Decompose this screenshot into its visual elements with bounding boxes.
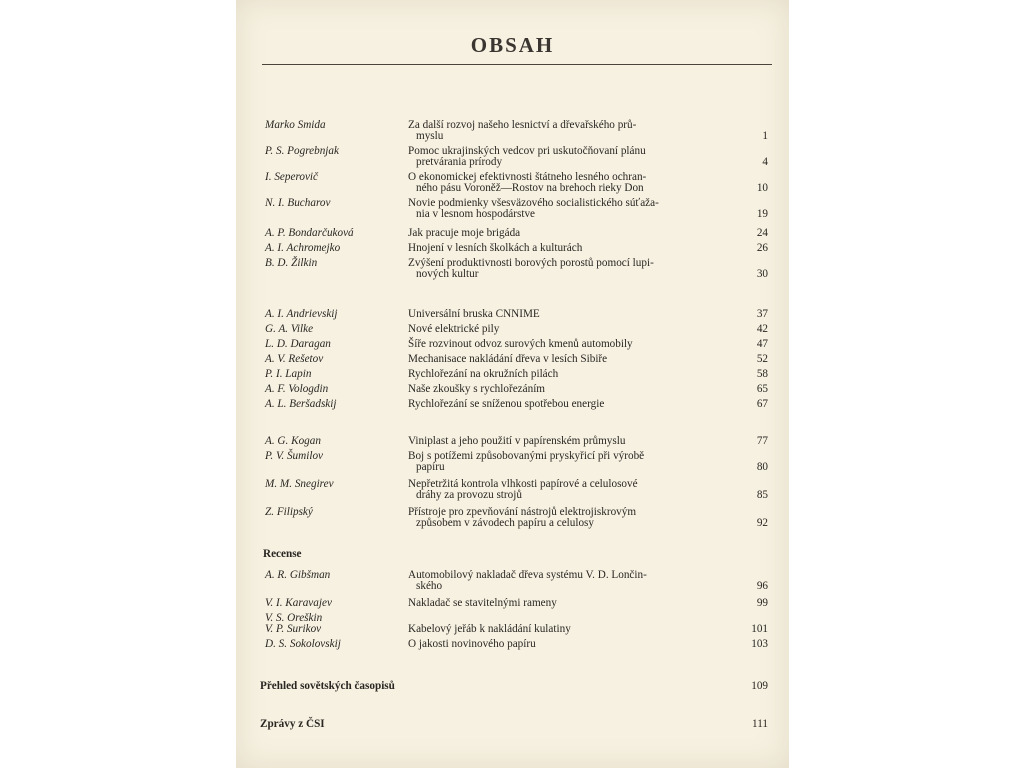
- toc-title-line: Nové elektrické pily: [408, 323, 500, 335]
- toc-title-line: pretvárania prírody: [416, 156, 503, 168]
- toc-title-line: dráhy za provozu strojů: [416, 489, 522, 501]
- toc-title: [408, 324, 734, 335]
- toc-author: P. S. Pogrebnjak: [265, 145, 339, 157]
- toc-author: D. S. Sokolovskij: [265, 638, 341, 650]
- toc-page-number: 67: [756, 398, 768, 410]
- toc-title-line: Rychlořezání na okružních pilách: [408, 368, 559, 380]
- toc-title: [408, 451, 734, 473]
- toc-author: Marko Smida: [265, 119, 326, 131]
- toc-title-line: Viniplast a jeho použití v papírenském průmyslu: [408, 435, 626, 447]
- toc-title: [408, 479, 734, 501]
- toc-title-line: Automobilový nakladač dřeva systému V. D. Lončin-: [408, 569, 647, 581]
- toc-author: V. P. Surikov: [265, 623, 322, 635]
- toc-title-line: způsobem v závodech papíru a celulosy: [416, 517, 595, 529]
- prehled-page: 109: [751, 680, 768, 692]
- toc-author: P. I. Lapin: [265, 368, 312, 380]
- toc-page-number: 10: [756, 182, 768, 194]
- toc-author: A. I. Achromejko: [265, 242, 341, 254]
- toc-title: [408, 369, 734, 380]
- toc-page-number: 26: [756, 242, 768, 254]
- toc-page-number: 96: [756, 580, 768, 592]
- toc-title: [408, 624, 734, 635]
- toc-author: L. D. Daragan: [265, 338, 331, 350]
- toc-title: [408, 598, 734, 609]
- toc-title: [408, 198, 734, 220]
- toc-title-line: Nakladač se stavitelnými rameny: [408, 597, 557, 609]
- toc-author: B. D. Žilkin: [265, 257, 318, 269]
- toc-title-line: Mechanisace nakládání dřeva v lesích Sibiře: [408, 353, 608, 365]
- toc-title: [408, 243, 734, 254]
- toc-title-line: ského: [416, 580, 443, 592]
- toc-title-line: Jak pracuje moje brigáda: [408, 227, 521, 239]
- toc-page-number: 30: [756, 268, 768, 280]
- toc-title-line: Přístroje pro zpevňování nástrojů elektrojiskrovým: [408, 506, 637, 518]
- toc-author: A. I. Andrievskij: [265, 308, 338, 320]
- toc-title: [408, 639, 734, 650]
- toc-title: [408, 146, 734, 168]
- toc-title-line: myslu: [416, 130, 444, 142]
- toc-title: [408, 399, 734, 410]
- toc-author: I. Seperovič: [265, 171, 319, 183]
- toc-title-line: Kabelový jeřáb k nakládání kulatiny: [408, 623, 571, 635]
- toc-page-number: 80: [756, 461, 768, 473]
- toc-title-line: Rychlořezání se sníženou spotřebou energie: [408, 398, 605, 410]
- toc-author: V. S. Oreškin: [265, 612, 323, 624]
- toc-author: P. V. Šumilov: [265, 450, 324, 462]
- toc-title-line: Naše zkoušky s rychlořezáním: [408, 383, 546, 395]
- toc-title: [408, 120, 734, 142]
- toc-page-number: 37: [756, 308, 768, 320]
- toc-title-line: O jakosti novinového papíru: [408, 638, 536, 650]
- toc-page-number: 42: [756, 323, 768, 335]
- toc-title-line: ného pásu Voroněž—Rostov na brehoch rieky Don: [416, 182, 644, 194]
- toc-author: M. M. Snegirev: [265, 478, 334, 490]
- toc-title: [408, 570, 734, 592]
- document-page: [236, 0, 789, 768]
- toc-title-line: Zvýšení produktivnosti borových porostů pomocí lupi-: [408, 257, 654, 269]
- toc-title: [408, 436, 734, 447]
- toc-author: G. A. Vilke: [265, 323, 314, 335]
- page-title: OBSAH: [470, 33, 555, 57]
- toc-title: [408, 228, 734, 239]
- toc-author: A. P. Bondarčuková: [265, 227, 354, 239]
- toc-title: [408, 172, 734, 194]
- toc-title-line: Pomoc ukrajinských vedcov pri uskutočňovaní plánu: [408, 145, 646, 157]
- toc-author: A. L. Beršadskij: [265, 398, 337, 410]
- zpravy-page: 111: [752, 718, 768, 730]
- toc-page-number: 101: [751, 623, 768, 635]
- toc-author: A. R. Gibšman: [265, 569, 331, 581]
- toc-title: [408, 309, 734, 320]
- toc-page-number: 103: [751, 638, 768, 650]
- toc-author: V. I. Karavajev: [265, 597, 332, 609]
- toc-page-number: 52: [756, 353, 768, 365]
- toc-title: [408, 339, 734, 350]
- toc-author: A. V. Rešetov: [265, 353, 324, 365]
- toc-author: N. I. Bucharov: [265, 197, 331, 209]
- toc-page-number: 58: [756, 368, 768, 380]
- toc-title-line: nia v lesnom hospodárstve: [416, 208, 536, 220]
- toc-title-line: Hnojení v lesních školkách a kulturách: [408, 242, 583, 254]
- zpravy-label: Zprávy z ČSI: [260, 718, 325, 730]
- toc-title-line: Universální bruska CNNIME: [408, 308, 540, 320]
- toc-page-number: 19: [756, 208, 768, 220]
- toc-title-line: Boj s potížemi způsobovanými pryskyřicí při výrobě: [408, 450, 645, 462]
- toc-page-number: 1: [762, 130, 768, 142]
- toc-title: [408, 384, 734, 395]
- title-rule: [262, 64, 772, 65]
- toc-page-number: 99: [756, 597, 768, 609]
- toc-page-number: 24: [756, 227, 768, 239]
- section-recense: Recense: [263, 548, 302, 560]
- toc-page-number: 4: [762, 156, 768, 168]
- toc-page-number: 47: [756, 338, 768, 350]
- toc-title: [408, 258, 734, 280]
- toc-title-line: papíru: [416, 461, 445, 473]
- toc-title-line: Za další rozvoj našeho lesnictví a dřevařského prů-: [408, 119, 637, 131]
- toc-title-line: Novie podmienky všesväzového socialistického súťaža-: [408, 197, 659, 209]
- toc-author: A. G. Kogan: [265, 435, 321, 447]
- toc-title: [408, 354, 734, 365]
- toc-page-number: 85: [756, 489, 768, 501]
- toc-title: [408, 507, 734, 529]
- toc-page-number: 92: [756, 517, 768, 529]
- toc-page-number: 65: [756, 383, 768, 395]
- prehled-label: Přehled sovětských časopisů: [260, 680, 395, 692]
- toc-author: A. F. Vologdin: [265, 383, 329, 395]
- toc-page-number: 77: [756, 435, 768, 447]
- toc-title-line: Šíře rozvinout odvoz surových kmenů automobily: [408, 338, 633, 350]
- toc-title-line: nových kultur: [416, 268, 479, 280]
- toc-author: Z. Filipský: [265, 506, 313, 518]
- toc-title-line: O ekonomickej efektivnosti štátneho lesného ochran-: [408, 171, 647, 183]
- toc-title-line: Nepřetržitá kontrola vlhkosti papírové a celulosové: [408, 478, 638, 490]
